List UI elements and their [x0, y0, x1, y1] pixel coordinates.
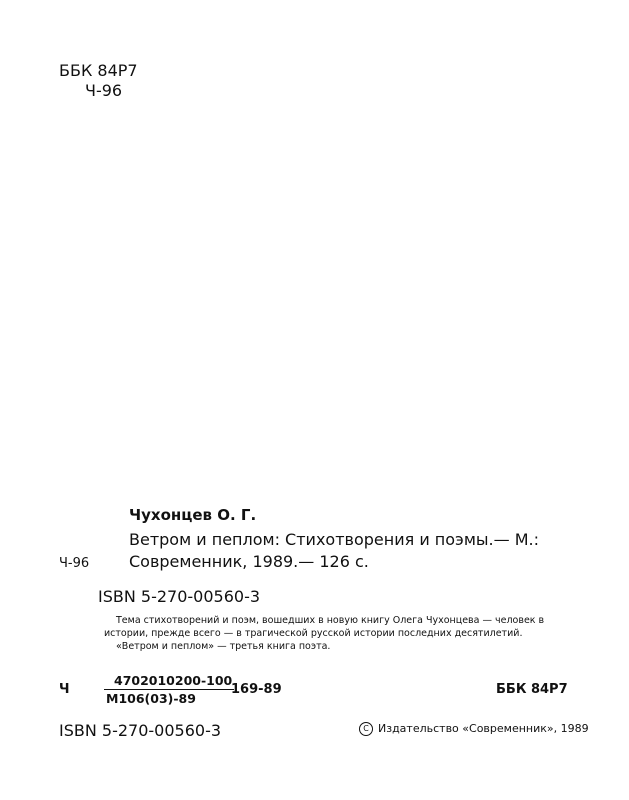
catalog-publisher-line: Современник, 1989.— 126 с.	[129, 552, 369, 571]
code-denominator: М106(03)-89	[106, 691, 196, 706]
catalog-author: Чухонцев О. Г.	[129, 506, 257, 524]
code-letter: Ч	[59, 682, 70, 697]
author-mark-top: Ч-96	[85, 81, 123, 100]
annotation	[104, 614, 584, 653]
catalog-author-mark: Ч-96	[59, 556, 90, 571]
annotation-paragraph-1: Тема стихотворений и поэм, вошедших в новую книгу Олега Чухонцева — человек в истории, прежде всего — в трагической русской истории последних десятилетий.	[104, 615, 545, 639]
copyright-text: Издательство «Современник», 1989	[378, 722, 589, 735]
catalog-title-line: Ветром и пеплом: Стихотворения и поэмы.— М.:	[129, 530, 539, 549]
catalog-isbn: ISBN 5-270-00560-3	[98, 587, 261, 606]
bbk-classification: ББК 84Р7	[59, 61, 138, 80]
bbk-code-top	[59, 61, 138, 101]
bbk-code-bottom: ББК 84Р7	[496, 682, 568, 697]
copyright-icon: C	[359, 722, 373, 736]
code-numerator: 4702010200-100	[104, 673, 234, 690]
copyright	[359, 722, 589, 736]
annotation-paragraph-2: «Ветром и пеплом» — третья книга поэта.	[116, 641, 331, 652]
code-secondary: 169-89	[231, 682, 282, 697]
code-fraction	[104, 673, 234, 708]
footer-isbn: ISBN 5-270-00560-3	[59, 721, 222, 740]
